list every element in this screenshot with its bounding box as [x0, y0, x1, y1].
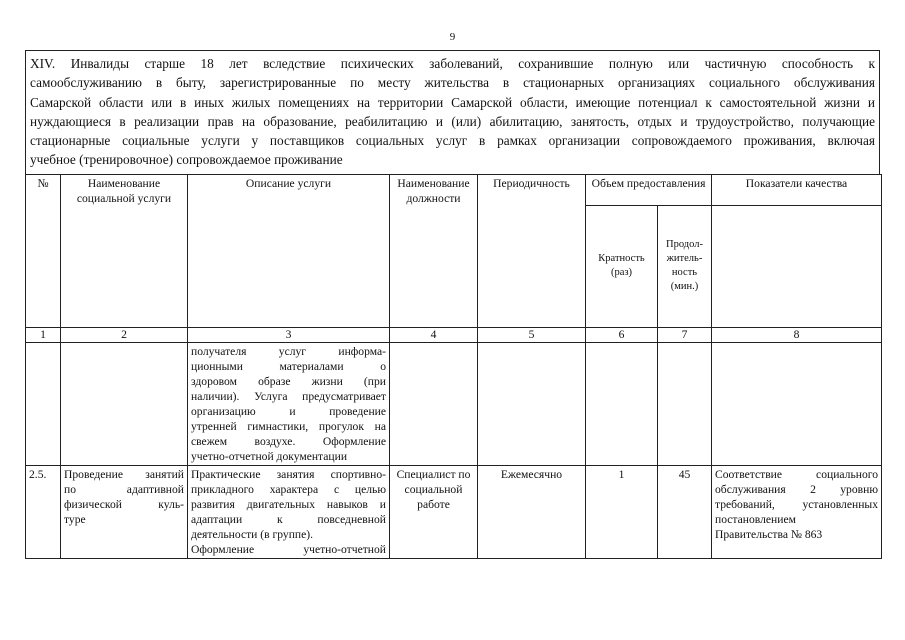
- header-multiplicity: Кратность (раз): [586, 205, 658, 327]
- intro-line: Самарской области или в иных жилых помещениях на территории Самарской области, имеющие потенциал к самостоятельной жизни и: [30, 94, 875, 110]
- header-quality-empty: [712, 205, 882, 327]
- text-line: физической куль-: [64, 497, 184, 511]
- quality-indicators: [712, 465, 882, 558]
- column-number: 3: [188, 327, 390, 342]
- cell-empty: [478, 342, 586, 465]
- continuation-row: [26, 342, 882, 465]
- text-line: здоровом образе жизни (при: [191, 374, 386, 388]
- duration: 45: [658, 465, 712, 558]
- text-line: Практические занятия спортивно-: [191, 467, 386, 481]
- text-line: постановлением: [715, 512, 796, 526]
- header-duration-line: Продол-: [666, 239, 703, 251]
- text-line: социальной: [404, 482, 463, 496]
- cell-empty: [390, 342, 478, 465]
- header-description: Описание услуги: [188, 174, 390, 327]
- service-description: [188, 465, 390, 558]
- cell-empty: [26, 342, 61, 465]
- services-table: [25, 174, 882, 559]
- text-line: ционными материалами о: [191, 359, 386, 373]
- header-volume: Объем предоставления: [586, 174, 712, 205]
- header-service-name: Наименование социальной услуги: [61, 174, 188, 327]
- text-line: Проведение занятий: [64, 467, 184, 481]
- intro-line: стационарные социальные услуги у поставщиков социальных услуг в рамках организации сопровождаемого проживания, включая: [30, 133, 875, 149]
- periodicity: Ежемесячно: [478, 465, 586, 558]
- text-line: работе: [417, 497, 450, 511]
- cell-empty: [658, 342, 712, 465]
- text-line: учетно-отчетной документации: [191, 449, 348, 463]
- row-number: 2.5.: [26, 465, 61, 558]
- column-number-row: [26, 327, 882, 342]
- text-line: организацию и проведение: [191, 404, 386, 418]
- intro-line: самообслуживанию в быту, зарегистрированные по месту жительства в стационарных организациях социального обслуживания: [30, 75, 875, 91]
- text-line: Правительства № 863: [715, 527, 823, 541]
- header-duration: [658, 205, 712, 327]
- text-line: Соответствие социального: [715, 467, 878, 481]
- header-periodicity: Периодичность: [478, 174, 586, 327]
- position-name: [390, 465, 478, 558]
- column-number: 7: [658, 327, 712, 342]
- page-number: 9: [449, 31, 456, 43]
- column-number: 5: [478, 327, 586, 342]
- text-line: наличии). Услуга предусматривает: [191, 389, 386, 403]
- multiplicity: 1: [586, 465, 658, 558]
- text-line: получателя услуг информа-: [191, 344, 386, 358]
- cell-empty: [586, 342, 658, 465]
- column-number: 2: [61, 327, 188, 342]
- header-duration-line: житель-: [666, 253, 703, 265]
- text-line: требований, установленных: [715, 497, 878, 511]
- header-quality: Показатели качества: [712, 174, 882, 205]
- text-line: деятельности (в группе).: [191, 527, 314, 541]
- intro-line: XIV. Инвалиды старше 18 лет вследствие психических заболеваний, сохранившие полную или частичную способность к: [30, 56, 875, 71]
- continuation-description: [188, 342, 390, 465]
- text-line: утренней гимнастики, прогулок на: [191, 419, 386, 433]
- column-number: 1: [26, 327, 61, 342]
- service-name: [61, 465, 188, 558]
- header-duration-line: ность: [671, 267, 698, 279]
- service-row-2-5: [26, 465, 882, 558]
- column-number: 8: [712, 327, 882, 342]
- text-line: обслуживания 2 уровню: [715, 482, 878, 496]
- cell-empty: [61, 342, 188, 465]
- intro-line: учебное (тренировочное) сопровождаемое проживание: [30, 152, 343, 168]
- document-body: [25, 50, 880, 559]
- header-position: Наименование должности: [390, 174, 478, 327]
- text-line: прикладного характера с целью: [191, 482, 386, 496]
- cell-empty: [712, 342, 882, 465]
- section-intro: [25, 50, 880, 174]
- intro-line: нуждающиеся в реализации прав на образование, реабилитацию и (или) абилитацию, занятость, отдых и трудоустройство, получающие: [30, 113, 875, 129]
- text-line: по адаптивной: [64, 482, 184, 496]
- text-line: адаптации к повседневной: [191, 512, 386, 526]
- header-duration-line: (мин.): [670, 281, 699, 293]
- text-line: Специалист по: [396, 467, 471, 481]
- text-line: свежем воздухе. Оформление: [191, 434, 386, 448]
- column-number: 6: [586, 327, 658, 342]
- column-number: 4: [390, 327, 478, 342]
- text-line: развития двигательных навыков и: [191, 497, 386, 511]
- header-no: №: [26, 174, 61, 327]
- text-line: Оформление учетно-отчетной: [191, 542, 386, 556]
- text-line: туре: [64, 512, 86, 526]
